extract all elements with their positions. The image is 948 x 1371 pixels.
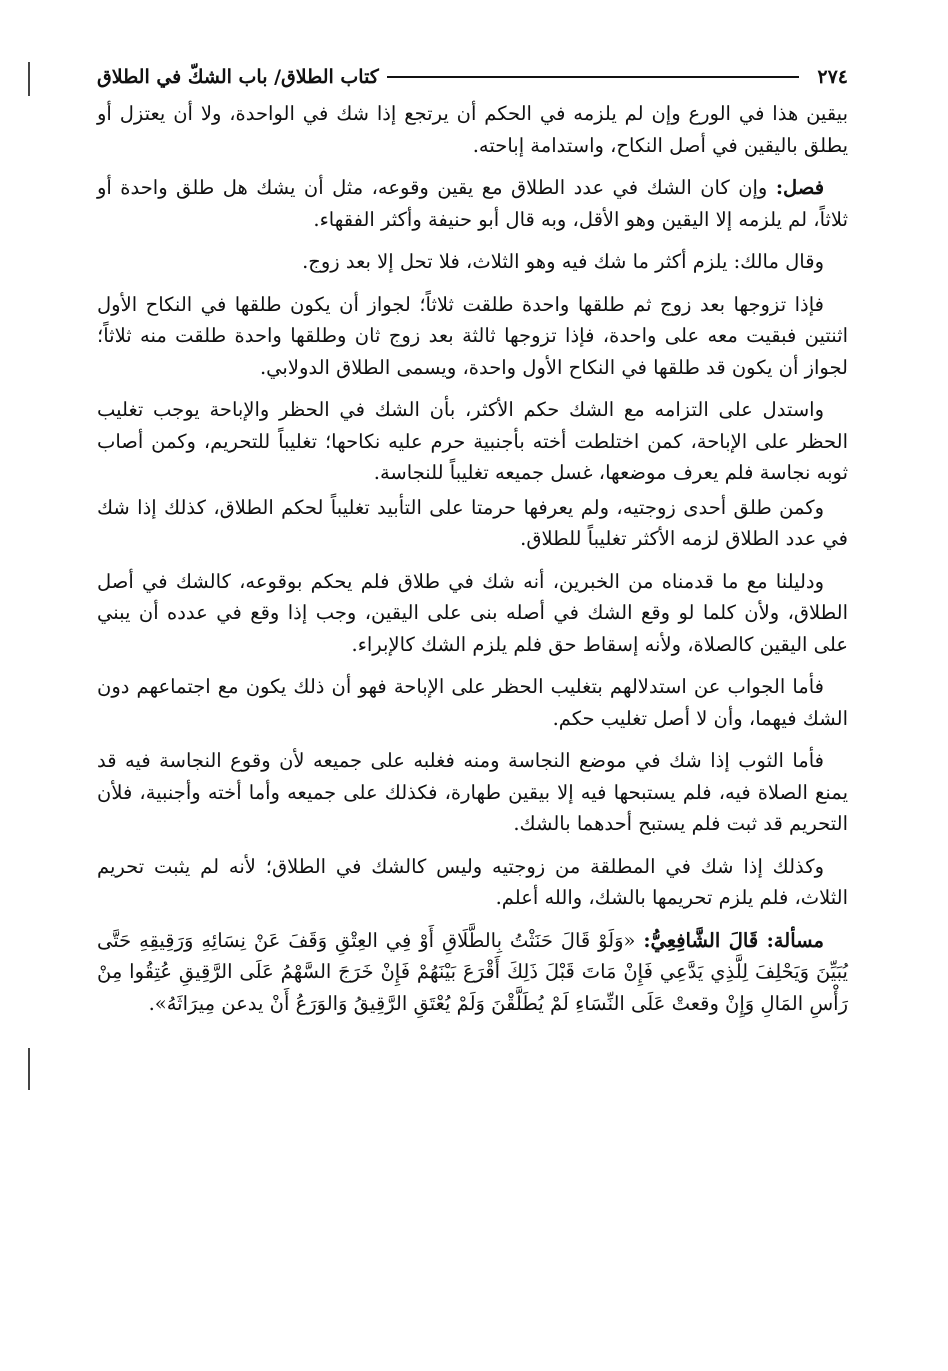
paragraph-text: وكمن طلق أحدى زوجتيه، ولم يعرفها حرمتا على التأبيد تغليباً لحكم الطلاق، كذلك إذا شك في عدد الطلاق لزمه الأكثر تغليباً للطلاق. (97, 495, 848, 550)
paragraph-6 (97, 492, 848, 555)
paragraph-text: فأما الجواب عن استدلالهم بتغليب الحظر على الإباحة فهو أن ذلك يكون مع اجتماعهم دون الشك فيهما، وأن لا أصل تغليب حكم. (97, 675, 848, 730)
paragraph-8 (97, 671, 848, 734)
section-label: فصل: (775, 176, 825, 199)
paragraph-5 (97, 394, 848, 489)
header-rule (387, 76, 800, 78)
paragraph-2 (97, 172, 848, 235)
page-number: ٢٧٤ (817, 66, 848, 88)
paragraph-text: فإذا تزوجها بعد زوج ثم طلقها واحدة طلقت ثلاثاً؛ لجواز أن يكون طلقها في النكاح الأول اثنتين فبقيت معه على واحدة، فإذا تزوجها ثالثة بعد زوج ثان وطلقها واحدة طلقت منه ثلاثاً؛ لجواز أن يكون قد طلقها في النكاح الأول واحدة، ويسمى الطلاق الدولابي. (97, 292, 848, 379)
page-header (97, 60, 848, 94)
paragraph-10 (97, 851, 848, 914)
margin-line-top (28, 62, 30, 96)
paragraph-3 (97, 246, 848, 278)
page-body (97, 98, 848, 1030)
paragraph-9 (97, 745, 848, 840)
running-title: كتاب الطلاق/ باب الشكّ في الطلاق (97, 66, 379, 88)
paragraph-text: فأما الثوب إذا شك في موضع النجاسة ومنه فغلبه على جميعه لأن وقوع النجاسة فيه قد يمنع الصلاة فيه، فلم يستبحها فيه إلا بيقين طهارة، فكذلك على جميعه وأما أخته وأجنبية، فلأن التحريم قد ثبت فلم يستبح أحدهما بالشك. (97, 749, 848, 835)
paragraph-7 (97, 566, 848, 661)
paragraph-text: واستدل على التزامه مع الشك حكم الأكثر، بأن الشك في الحظر والإباحة يوجب تغليب الحظر على الإباحة، كمن اختلطت أخته بأجنبية حرم عليه نكاحها؛ تغليباً للتحريم، وكمن أصاب ثوبه نجاسة فلم يعرف موضعها، غسل جميعه تغليباً للنجاسة. (97, 398, 848, 484)
quoted-text: «وَلَوْ قَالَ حَنَثْتُ بِالطَّلَاقِ أَوْ فِي العِتْقِ وَقَفَ عَنْ نِسَائِهِ وَرَقِيقِهِ حَتَّى يُبَيِّنَ وَيَحْلِفَ لِلَّذِي يَدَّعِي فَإِنْ مَاتَ قَبْلَ ذَلِكَ أَقْرَعَ بَيْنَهُمْ فَإِنْ خَرَجَ السَّهْمُ عَلَى الرَّقِيقِ عُتِقُوا مِنْ رَأْسِ المَالِ وَإِنْ وقعتْ عَلَى النِّسَاءِ لَمْ يُطَلَّقْنَ وَلَمْ يُعْتَقِ الرَّقِيقُ وَالوَرَعُ أَنْ يدعن مِيرَاثَهُ». (97, 928, 848, 1015)
paragraph-4 (97, 289, 848, 384)
paragraph-text: وإن كان الشك في عدد الطلاق مع يقين وقوعه، مثل أن يشك هل طلق واحدة أو ثلاثاً، لم يلزمه إلا اليقين وهو الأقل، وبه قال أبو حنيفة وأكثر الفقهاء. (97, 176, 848, 231)
margin-line-bottom (28, 1048, 30, 1090)
paragraph-text: وكذلك إذا شك في المطلقة من زوجتيه وليس كالشك في الطلاق؛ لأنه لم يثبت تحريم الثلاث، فلم يلزم تحريمها بالشك، والله أعلم. (97, 854, 848, 909)
paragraph-11 (97, 925, 848, 1020)
paragraph-text: ودليلنا مع ما قدمناه من الخبرين، أنه شك في طلاق فلم يحكم بوقوعه، كالشك في أصل الطلاق، ولأن كلما لو وقع الشك في أصله بنى على اليقين، وجب إذا وقع في عدده أن يبني على اليقين كالصلاة، ولأنه إسقاط حق فلم يلزم الشك كالإبراء. (97, 569, 848, 656)
paragraph-text: بيقين هذا في الورع وإن لم يلزمه في الحكم أن يرتجع إذا شك في الواحدة، ولا أن يعتزل أو يطلق باليقين في أصل النكاح، واستدامة إباحته. (97, 102, 848, 157)
paragraph-1 (97, 98, 848, 161)
paragraph-text: وقال مالك: يلزم أكثر ما شك فيه وهو الثلاث، فلا تحل إلا بعد زوج. (302, 250, 824, 273)
masala-label: مسألة: قَالَ الشَّافِعِيُّ: (643, 928, 824, 952)
